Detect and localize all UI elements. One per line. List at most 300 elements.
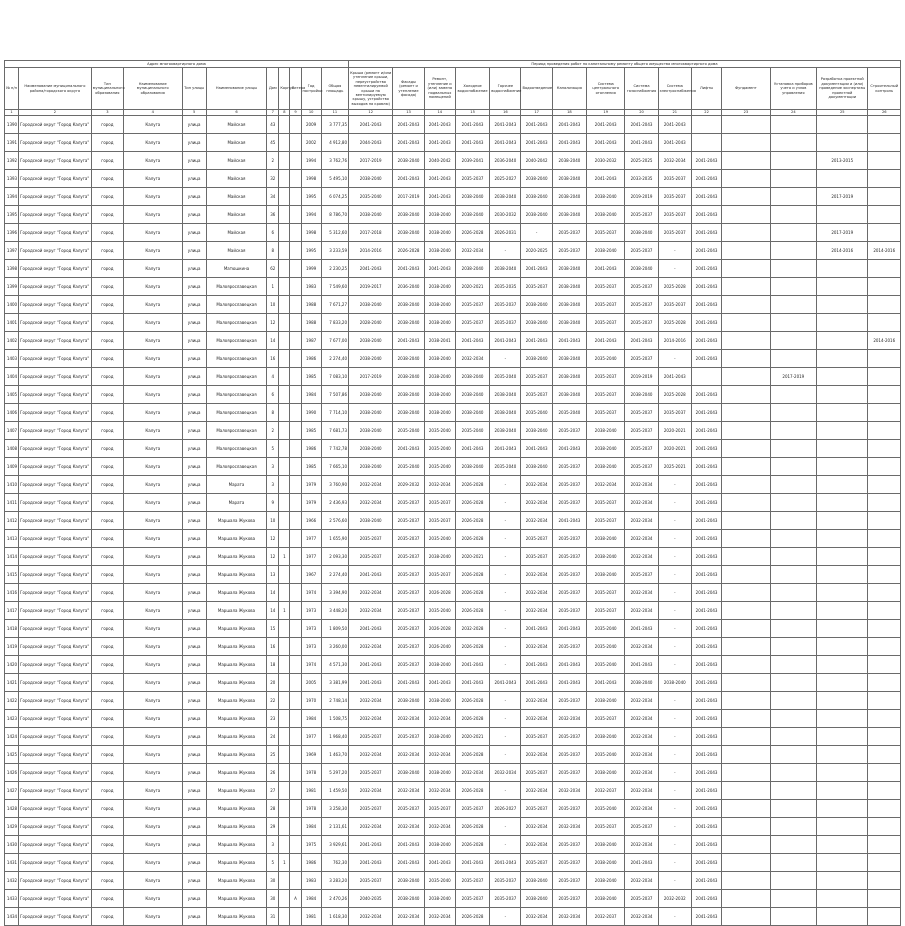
table-cell: Городской округ "Город Калуга" bbox=[19, 332, 92, 350]
table-cell: - bbox=[490, 494, 521, 512]
table-cell: улица bbox=[182, 404, 206, 422]
column-number: 20 bbox=[625, 110, 658, 116]
table-cell bbox=[868, 764, 901, 782]
table-cell: Маршала Жукова bbox=[206, 818, 267, 836]
table-cell: 2026-2027 bbox=[490, 800, 521, 818]
table-cell: 2038-2040 bbox=[349, 170, 393, 188]
column-header: Система электроснабжения bbox=[658, 68, 691, 110]
table-cell bbox=[279, 872, 290, 890]
table-cell: город bbox=[91, 386, 123, 404]
table-cell: 2019-2019 bbox=[625, 188, 658, 206]
table-row bbox=[5, 602, 901, 620]
table-cell: 2032-2034 bbox=[625, 836, 658, 854]
table-cell: 2038-2040 bbox=[424, 368, 455, 386]
table-cell: 1978 bbox=[301, 800, 321, 818]
column-number: 21 bbox=[658, 110, 691, 116]
table-cell: 2035-2037 bbox=[625, 818, 658, 836]
table-cell bbox=[770, 818, 816, 836]
table-cell: 2041-2043 bbox=[625, 116, 658, 134]
table-cell: улица bbox=[182, 188, 206, 206]
table-row bbox=[5, 422, 901, 440]
table-cell: 45 bbox=[267, 134, 279, 152]
table-cell: 1990 bbox=[301, 404, 321, 422]
table-cell: Малоярославецкая bbox=[206, 422, 267, 440]
table-row bbox=[5, 782, 901, 800]
table-cell: 2020-2021 bbox=[455, 728, 489, 746]
table-cell: 1970 bbox=[301, 692, 321, 710]
table-cell: 2041-2043 bbox=[691, 296, 721, 314]
table-cell: 2038-2040 bbox=[393, 206, 424, 224]
table-cell: 1988 bbox=[301, 314, 321, 332]
table-cell: город bbox=[91, 800, 123, 818]
table-cell: 2035-2037 bbox=[552, 890, 586, 908]
table-row bbox=[5, 134, 901, 152]
table-cell: Калуга bbox=[124, 890, 183, 908]
table-cell bbox=[817, 458, 868, 476]
table-cell: 2038-2040 bbox=[424, 692, 455, 710]
table-cell: Городской округ "Город Калуга" bbox=[19, 872, 92, 890]
table-cell: Калуга bbox=[124, 728, 183, 746]
table-cell: 2041-2043 bbox=[393, 332, 424, 350]
column-number: 7 bbox=[267, 110, 279, 116]
table-cell: 2038-2040 bbox=[393, 350, 424, 368]
table-cell bbox=[290, 242, 301, 260]
table-cell: Калуга bbox=[124, 692, 183, 710]
table-cell: 24 bbox=[267, 728, 279, 746]
column-header: Фасады (ремонт и утепление фасада) bbox=[393, 68, 424, 110]
table-cell: 2038-2040 bbox=[393, 314, 424, 332]
table-cell: 2035-2035 bbox=[490, 278, 521, 296]
table-cell bbox=[817, 818, 868, 836]
table-cell: Городской округ "Город Калуга" bbox=[19, 764, 92, 782]
table-cell: 2026-2028 bbox=[455, 530, 489, 548]
table-cell: Маршала Жукова bbox=[206, 854, 267, 872]
table-cell: Городской округ "Город Калуга" bbox=[19, 818, 92, 836]
table-cell: 2032-2034 bbox=[455, 764, 489, 782]
table-cell bbox=[817, 548, 868, 566]
table-cell: А bbox=[290, 890, 301, 908]
column-number: 11 bbox=[321, 110, 348, 116]
table-cell: 2025-2025 bbox=[625, 152, 658, 170]
table-cell: 1420 bbox=[5, 656, 19, 674]
table-cell: 23 bbox=[267, 710, 279, 728]
table-cell: 2032-2034 bbox=[625, 692, 658, 710]
table-cell bbox=[279, 836, 290, 854]
table-cell: город bbox=[91, 566, 123, 584]
table-cell: город bbox=[91, 224, 123, 242]
table-cell bbox=[770, 188, 816, 206]
table-cell: 2035-2037 bbox=[658, 296, 691, 314]
table-cell: 2041-2043 bbox=[490, 332, 521, 350]
table-cell: 2035-2037 bbox=[552, 854, 586, 872]
table-cell bbox=[868, 692, 901, 710]
table-cell: 2035-2037 bbox=[625, 404, 658, 422]
table-cell: 2035-2037 bbox=[455, 800, 489, 818]
table-cell bbox=[722, 188, 770, 206]
table-cell: 2041-2043 bbox=[424, 260, 455, 278]
table-cell: 1410 bbox=[5, 476, 19, 494]
table-row bbox=[5, 188, 901, 206]
table-cell: Маршала Жукова bbox=[206, 674, 267, 692]
table-cell: 2035-2037 bbox=[521, 368, 552, 386]
table-cell: 2038-2040 bbox=[349, 332, 393, 350]
table-cell: 2035-2037 bbox=[625, 422, 658, 440]
table-cell bbox=[770, 224, 816, 242]
table-cell: 2038-2040 bbox=[393, 152, 424, 170]
table-cell bbox=[279, 710, 290, 728]
table-cell: 6 bbox=[267, 224, 279, 242]
table-cell: - bbox=[490, 602, 521, 620]
table-cell: 2040-2042 bbox=[424, 152, 455, 170]
table-row bbox=[5, 206, 901, 224]
table-cell bbox=[279, 584, 290, 602]
table-cell: 2014-2016 bbox=[658, 332, 691, 350]
table-cell: 6 bbox=[267, 386, 279, 404]
table-cell: 1975 bbox=[301, 836, 321, 854]
table-cell: 2038-2040 bbox=[552, 188, 586, 206]
column-number: 25 bbox=[817, 110, 868, 116]
table-cell: 3 381,99 bbox=[321, 674, 348, 692]
table-cell: 2036-2040 bbox=[490, 152, 521, 170]
table-cell: город bbox=[91, 782, 123, 800]
table-cell: Калуга bbox=[124, 602, 183, 620]
table-cell: 12 bbox=[267, 548, 279, 566]
table-cell bbox=[290, 872, 301, 890]
table-cell: 2032-2034 bbox=[349, 710, 393, 728]
table-cell bbox=[722, 170, 770, 188]
table-cell: - bbox=[490, 242, 521, 260]
table-cell: 2041-2043 bbox=[552, 620, 586, 638]
table-cell: 2035-2037 bbox=[490, 314, 521, 332]
table-cell: Городской округ "Город Калуга" bbox=[19, 278, 92, 296]
table-cell bbox=[868, 782, 901, 800]
table-cell: 2038-2040 bbox=[424, 764, 455, 782]
table-cell: - bbox=[490, 548, 521, 566]
table-cell: 2020-2025 bbox=[521, 242, 552, 260]
table-cell bbox=[817, 602, 868, 620]
table-cell bbox=[279, 224, 290, 242]
table-cell: 1974 bbox=[301, 584, 321, 602]
table-cell: 2032-2034 bbox=[625, 548, 658, 566]
table-cell: 2038-2040 bbox=[521, 206, 552, 224]
table-cell: Городской округ "Город Калуга" bbox=[19, 314, 92, 332]
table-cell: 9 bbox=[267, 494, 279, 512]
table-cell: 2041-2043 bbox=[552, 674, 586, 692]
table-cell bbox=[290, 386, 301, 404]
table-cell: 2041-2043 bbox=[691, 224, 721, 242]
table-cell: - bbox=[490, 512, 521, 530]
table-cell: Калуга bbox=[124, 458, 183, 476]
table-cell: 2038-2040 bbox=[424, 548, 455, 566]
table-cell: 2032-2034 bbox=[625, 710, 658, 728]
table-row bbox=[5, 476, 901, 494]
table-row bbox=[5, 530, 901, 548]
table-cell: - bbox=[490, 728, 521, 746]
table-cell: Майская bbox=[206, 116, 267, 134]
table-cell: 2041-2043 bbox=[658, 116, 691, 134]
table-cell: 5 495,10 bbox=[321, 170, 348, 188]
table-cell: 2041-2043 bbox=[521, 134, 552, 152]
table-cell: 2035-2037 bbox=[424, 800, 455, 818]
table-cell: 2026-2028 bbox=[455, 602, 489, 620]
table-cell: 2038-2040 bbox=[587, 188, 625, 206]
table-cell bbox=[290, 566, 301, 584]
table-cell bbox=[817, 116, 868, 134]
table-cell bbox=[722, 692, 770, 710]
table-cell: 1969 bbox=[301, 746, 321, 764]
table-cell: город bbox=[91, 458, 123, 476]
table-cell: Калуга bbox=[124, 710, 183, 728]
table-cell: 2038-2040 bbox=[424, 314, 455, 332]
table-cell bbox=[279, 566, 290, 584]
table-cell bbox=[817, 260, 868, 278]
table-cell: 2020-2021 bbox=[658, 440, 691, 458]
table-cell: 2032-2034 bbox=[625, 908, 658, 926]
table-cell: 2032-2034 bbox=[393, 908, 424, 926]
table-cell: 2035-2037 bbox=[552, 584, 586, 602]
column-header: Горячее водоснабжение bbox=[490, 68, 521, 110]
table-cell bbox=[817, 134, 868, 152]
table-cell: Калуга bbox=[124, 800, 183, 818]
table-cell bbox=[770, 782, 816, 800]
table-cell: 1390 bbox=[5, 116, 19, 134]
table-cell: город bbox=[91, 242, 123, 260]
table-cell: 2025-2028 bbox=[658, 386, 691, 404]
table-cell bbox=[722, 620, 770, 638]
table-row bbox=[5, 836, 901, 854]
table-cell: 2038-2040 bbox=[455, 404, 489, 422]
table-cell: 2032-2034 bbox=[625, 602, 658, 620]
table-cell: 2017-2019 bbox=[817, 224, 868, 242]
table-cell: 2 436,93 bbox=[321, 494, 348, 512]
table-cell: Городской округ "Город Калуга" bbox=[19, 620, 92, 638]
table-cell: Калуга bbox=[124, 314, 183, 332]
table-cell: 2032-2034 bbox=[349, 476, 393, 494]
table-cell: 2035-2037 bbox=[658, 224, 691, 242]
table-cell bbox=[817, 872, 868, 890]
table-cell: 2032-2034 bbox=[424, 818, 455, 836]
table-cell: Матюшкина bbox=[206, 260, 267, 278]
table-cell: 2026-2028 bbox=[424, 620, 455, 638]
table-cell: 2026-2028 bbox=[424, 584, 455, 602]
table-cell: 2038-2040 bbox=[349, 386, 393, 404]
table-cell: 2041-2043 bbox=[691, 602, 721, 620]
table-cell: 2038-2040 bbox=[521, 296, 552, 314]
table-cell bbox=[770, 512, 816, 530]
table-cell bbox=[722, 746, 770, 764]
table-cell: улица bbox=[182, 224, 206, 242]
table-cell: 2035-2037 bbox=[625, 458, 658, 476]
table-cell: Маршала Жукова bbox=[206, 908, 267, 926]
table-cell: улица bbox=[182, 278, 206, 296]
table-cell: Маршала Жукова bbox=[206, 782, 267, 800]
table-cell: 1977 bbox=[301, 548, 321, 566]
table-cell: 2041-2043 bbox=[691, 242, 721, 260]
table-cell bbox=[817, 638, 868, 656]
table-cell: 2026-2028 bbox=[455, 224, 489, 242]
table-cell: 2032-2034 bbox=[552, 710, 586, 728]
table-cell: - bbox=[658, 584, 691, 602]
table-cell bbox=[722, 854, 770, 872]
table-cell: 15 bbox=[267, 620, 279, 638]
table-cell: 2038-2040 bbox=[393, 404, 424, 422]
table-cell: 3 bbox=[267, 836, 279, 854]
table-row bbox=[5, 278, 901, 296]
table-cell: Маршала Жукова bbox=[206, 548, 267, 566]
table-cell: 2038-2040 bbox=[587, 764, 625, 782]
table-cell bbox=[290, 620, 301, 638]
table-cell bbox=[770, 134, 816, 152]
table-cell bbox=[770, 800, 816, 818]
table-cell bbox=[279, 386, 290, 404]
table-cell: 2041-2043 bbox=[658, 134, 691, 152]
table-cell: Городской округ "Город Калуга" bbox=[19, 242, 92, 260]
table-cell: - bbox=[658, 908, 691, 926]
table-cell: 2038-2040 bbox=[393, 692, 424, 710]
table-cell: улица bbox=[182, 692, 206, 710]
table-cell bbox=[770, 278, 816, 296]
table-cell: 2041-2043 bbox=[691, 440, 721, 458]
table-cell: 2035-2040 bbox=[424, 458, 455, 476]
table-cell: 2035-2037 bbox=[393, 638, 424, 656]
table-cell: 10 bbox=[267, 512, 279, 530]
table-cell bbox=[290, 818, 301, 836]
column-number: 6 bbox=[206, 110, 267, 116]
table-cell: 2035-2037 bbox=[490, 890, 521, 908]
table-cell: Городской округ "Город Калуга" bbox=[19, 368, 92, 386]
table-cell bbox=[290, 422, 301, 440]
table-cell: улица bbox=[182, 854, 206, 872]
table-cell: 1984 bbox=[301, 818, 321, 836]
table-cell bbox=[770, 314, 816, 332]
table-cell: 2038-2040 bbox=[424, 728, 455, 746]
table-cell: 1417 bbox=[5, 602, 19, 620]
table-cell: Малоярославецкая bbox=[206, 278, 267, 296]
table-cell: город bbox=[91, 296, 123, 314]
table-cell: 2038-2040 bbox=[424, 350, 455, 368]
table-cell: 2032-2034 bbox=[521, 908, 552, 926]
table-cell: город bbox=[91, 764, 123, 782]
table-cell: 2041-2043 bbox=[691, 314, 721, 332]
table-cell: 2038-2040 bbox=[424, 278, 455, 296]
table-cell: Майская bbox=[206, 224, 267, 242]
table-cell: 2041-2043 bbox=[625, 332, 658, 350]
table-cell: 2032-2034 bbox=[455, 350, 489, 368]
column-number: 4 bbox=[124, 110, 183, 116]
table-cell: 2038-2040 bbox=[521, 188, 552, 206]
table-cell: 2035-2037 bbox=[455, 296, 489, 314]
table-cell: 2035-2037 bbox=[521, 530, 552, 548]
table-row bbox=[5, 656, 901, 674]
table-cell bbox=[868, 476, 901, 494]
table-cell: 1391 bbox=[5, 134, 19, 152]
table-cell: 2038-2040 bbox=[587, 548, 625, 566]
column-number: 5 bbox=[182, 110, 206, 116]
table-cell: Городской округ "Город Калуга" bbox=[19, 476, 92, 494]
table-cell: 2041-2043 bbox=[393, 674, 424, 692]
table-cell bbox=[279, 134, 290, 152]
table-cell: Городской округ "Город Калуга" bbox=[19, 656, 92, 674]
table-cell bbox=[817, 512, 868, 530]
table-cell: город bbox=[91, 872, 123, 890]
table-cell: 1404 bbox=[5, 368, 19, 386]
table-cell: 2038-2040 bbox=[587, 458, 625, 476]
table-cell: 2014-2016 bbox=[868, 332, 901, 350]
table-cell: 1419 bbox=[5, 638, 19, 656]
table-cell bbox=[290, 656, 301, 674]
table-cell: 2038-2040 bbox=[393, 872, 424, 890]
table-cell: улица bbox=[182, 908, 206, 926]
table-cell bbox=[770, 296, 816, 314]
table-cell bbox=[868, 656, 901, 674]
table-cell: 2044-2043 bbox=[349, 134, 393, 152]
table-cell: 1 bbox=[279, 548, 290, 566]
table-cell bbox=[868, 728, 901, 746]
table-cell: 2038-2040 bbox=[424, 296, 455, 314]
address-group-header: Адрес многоквартирного дома bbox=[5, 61, 349, 68]
table-cell: 2038-2040 bbox=[521, 872, 552, 890]
table-cell: 2038-2040 bbox=[349, 404, 393, 422]
table-cell: 2035-2037 bbox=[658, 188, 691, 206]
table-cell: - bbox=[490, 782, 521, 800]
table-cell: 2032-2037 bbox=[587, 782, 625, 800]
table-cell bbox=[279, 800, 290, 818]
table-cell: 2038-2040 bbox=[552, 368, 586, 386]
table-cell: 2041-2043 bbox=[349, 260, 393, 278]
table-cell: 1 bbox=[279, 602, 290, 620]
table-cell bbox=[290, 332, 301, 350]
table-cell: 2041-2043 bbox=[691, 332, 721, 350]
table-cell bbox=[868, 620, 901, 638]
table-cell bbox=[868, 512, 901, 530]
table-cell: 2035-2037 bbox=[521, 854, 552, 872]
table-cell: Маршала Жукова bbox=[206, 728, 267, 746]
table-cell: 2035-2040 bbox=[490, 368, 521, 386]
table-cell: - bbox=[490, 620, 521, 638]
table-cell: 2035-2040 bbox=[424, 602, 455, 620]
table-cell: Калуга bbox=[124, 566, 183, 584]
table-cell bbox=[279, 404, 290, 422]
table-cell bbox=[868, 404, 901, 422]
table-cell bbox=[817, 530, 868, 548]
table-cell bbox=[817, 908, 868, 926]
table-cell: 14 bbox=[267, 602, 279, 620]
table-cell: 2032-2034 bbox=[521, 494, 552, 512]
table-cell: 2038-2040 bbox=[521, 458, 552, 476]
table-cell: 2038-2040 bbox=[587, 422, 625, 440]
table-cell: Маршала Жукова bbox=[206, 638, 267, 656]
table-cell: улица bbox=[182, 728, 206, 746]
table-row bbox=[5, 872, 901, 890]
table-cell bbox=[290, 170, 301, 188]
table-cell bbox=[722, 512, 770, 530]
table-cell: 2041-2043 bbox=[349, 620, 393, 638]
table-cell bbox=[279, 260, 290, 278]
table-cell: Малоярославецкая bbox=[206, 368, 267, 386]
table-cell: - bbox=[490, 566, 521, 584]
table-cell: Городской округ "Город Калуга" bbox=[19, 350, 92, 368]
table-cell: 2032-2034 bbox=[521, 836, 552, 854]
table-cell bbox=[722, 116, 770, 134]
table-cell: 2 093,30 bbox=[321, 548, 348, 566]
table-cell: Городской округ "Город Калуга" bbox=[19, 782, 92, 800]
table-cell bbox=[279, 818, 290, 836]
table-cell bbox=[817, 674, 868, 692]
table-cell bbox=[817, 350, 868, 368]
table-cell: улица bbox=[182, 296, 206, 314]
table-cell: город bbox=[91, 638, 123, 656]
table-cell bbox=[868, 116, 901, 134]
